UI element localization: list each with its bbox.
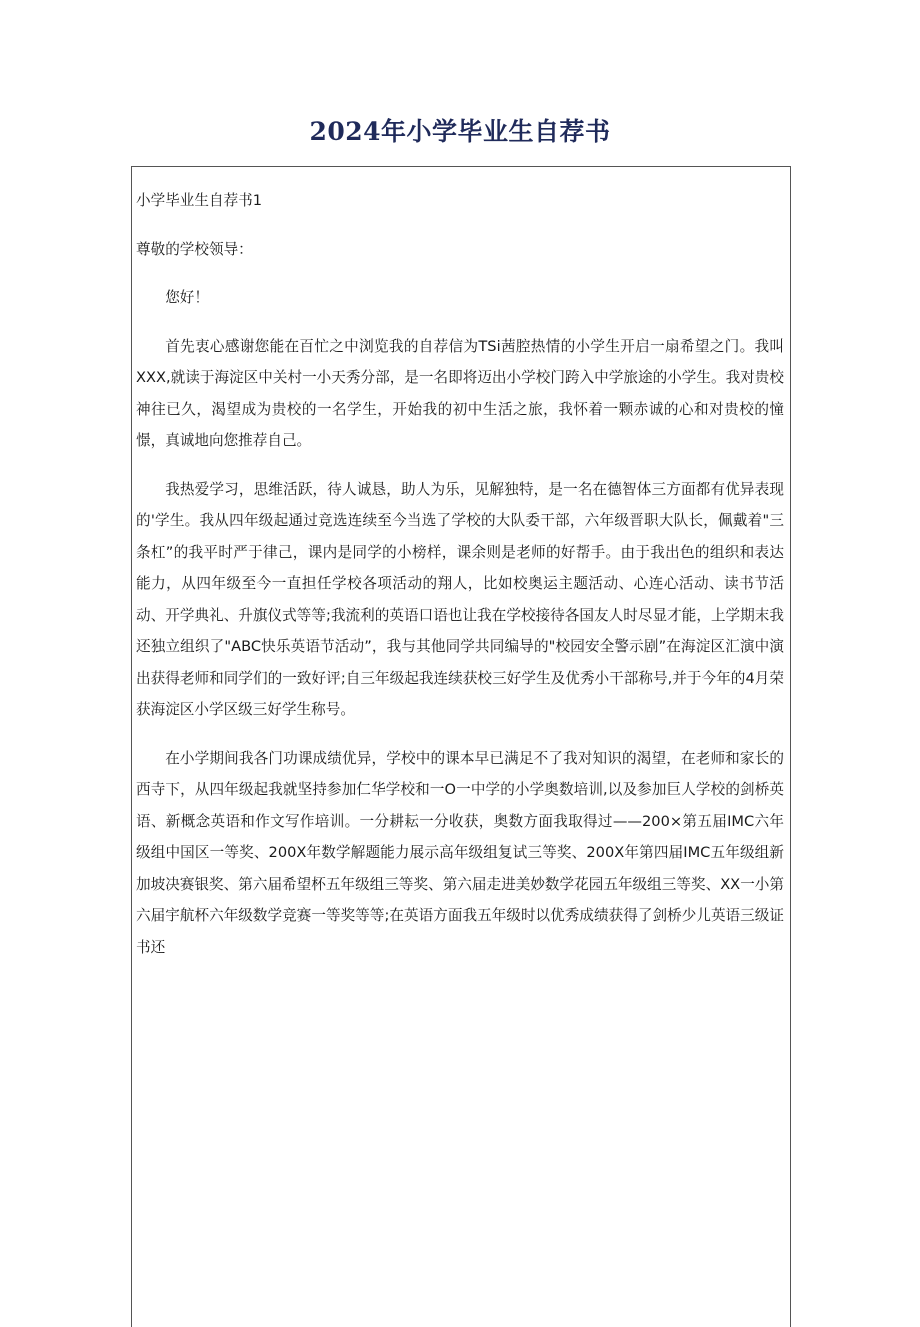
greeting: 您好！ bbox=[165, 289, 209, 306]
salutation: 尊敬的学校领导： bbox=[136, 240, 253, 258]
document-title: 2024年小学毕业生自荐书 bbox=[309, 117, 611, 146]
section-heading: 小学毕业生自荐书1 bbox=[136, 192, 263, 209]
paragraph-character: 我热爱学习，思维活跃，待人诚恳，助人为乐，见解独特，是一名在德智体三方面都有优异表现的'学生。我从四年级起通过竞选连续至今当选了学校的大队委干部，六年级晋职大队长，佩戴着"三条杠”的我平时严于律己，课内是同学的小榜样，课余则是老师的好帮手。由于我出色的组织和表达能力，从四年级至今一直担任学校各项活动的翔人，比如校奥运主题活动、心连心活动、读书节活动、开学典礼、升旗仪式等等;我流利的英语口语也让我在学校接待各国友人时尽显才能，上学期末我还独立组织了"ABC快乐英语节活动”，我与其他同学共同编导的"校园安全警示剧”在海淀区汇演中演出获得老师和同学们的一致好评;自三年级起我连续获校三好学生及优秀小干部称号,并于今年的4月荣获海淀区小学区级三好学生称号。 bbox=[136, 480, 784, 718]
paragraph-academics: 在小学期间我各门功课成绩优异，学校中的课本早已满足不了我对知识的渴望，在老师和家长的西寺下，从四年级起我就坚持参加仁华学校和一O一中学的小学奥数培训,以及参加巨人学校的剑桥英语、新概念英语和作文写作培训。一分耕耘一分收获，奥数方面我取得过——200×第五届IMC六年级组中国区一等奖、200X年数学解题能力展示高年级组复试三等奖、200X年第四届IMC五年级组新加坡决赛银奖、第六届希望杯五年级组三等奖、第六届走进美妙数学花园五年级组三等奖、XX一小第六届宇航杯六年级数学竞赛一等奖等等;在英语方面我五年级时以优秀成绩获得了剑桥少儿英语三级证书还 bbox=[136, 749, 784, 956]
paragraph-introduction: 首先衷心感谢您能在百忙之中浏览我的自荐信为TSi茜腔热情的小学生开启一扇希望之门。我叫XXX,就读于海淀区中关村一小天秀分部，是一名即将迈出小学校门跨入中学旅途的小学生。我对贵校神往已久，渴望成为贵校的一名学生，开始我的初中生活之旅，我怀着一颗赤诚的心和对贵校的憧憬，真诚地向您推荐自己。 bbox=[136, 337, 784, 449]
document-body bbox=[136, 185, 784, 980]
